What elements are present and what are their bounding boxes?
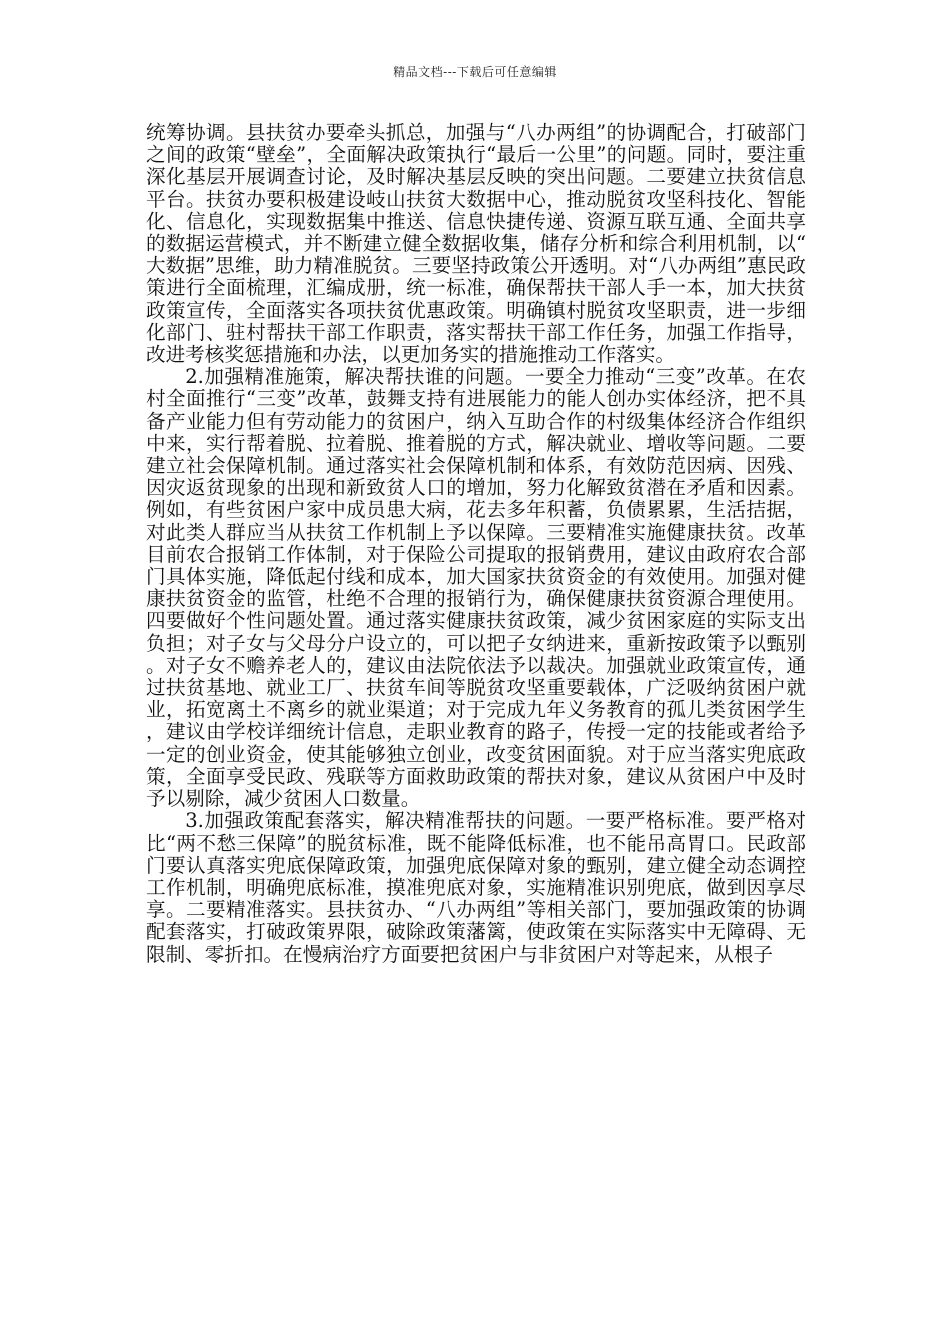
paragraph-continued: 统筹协调。县扶贫办要牵头抓总，加强与“八办两组”的协调配合，打破部门之间的政策“壁垒”，全面解决政策执行“最后一公里”的问题。同时，要注重深化基层开展调查讨论，及时解决基层反映的突出问题。二要建立扶贫信息平台。扶贫办要积极建设岐山扶贫大数据中心，推动脱贫攻坚科技化、智能化、信息化，实现数据集中推送、信息快捷传递、资源互联互通、全面共享的数据运营模式，并不断建立健全数据收集，储存分析和综合利用机制，以“大数据”思维，助力精准脱贫。三要坚持政策公开透明。对“八办两组”惠民政策进行全面梳理，汇编成册，统一标准，确保帮扶干部人手一本，加大扶贫政策宣传，全面落实各项扶贫优惠政策。明确镇村脱贫攻坚职责，进一步细化部门、驻村帮扶干部工作职责，落实帮扶干部工作任务，加强工作指导，改进考核奖惩措施和办法，以更加务实的措施推动工作落实。 [146,121,806,367]
page-header: 精品文档---下载后可任意编辑 [393,65,557,79]
document-body [146,122,806,966]
paragraph-section-3: 3.加强政策配套落实，解决精准帮扶的问题。一要严格标准。要严格对比“两不愁三保障”的脱贫标准，既不能降低标准，也不能吊高胃口。民政部门要认真落实兜底保障政策，加强兜底保障对象的甄别，建立健全动态调控工作机制，明确兜底标准，摸准兜底对象，实施精准识别兜底，做到因享尽享。二要精准落实。县扶贫办、“八办两组”等相关部门，要加强政策的协调配套落实，打破政策界限，破除政策藩篱，使政策在实际落实中无障碍、无限制、零折扣。在慢病治疗方面要把贫困户与非贫困户对等起来，从根子 [146,809,806,966]
paragraph-section-2: 2.加强精准施策，解决帮扶谁的问题。一要全力推动“三变”改革。在农村全面推行“三变”改革，鼓舞支持有进展能力的能人创办实体经济，把不具备产业能力但有劳动能力的贫困户，纳入互助合作的村级集体经济合作组织中来，实行帮着脱、拉着脱、推着脱的方式，解决就业、增收等问题。二要建立社会保障机制。通过落实社会保障机制和体系，有效防范因病、因残、因灾返贫现象的出现和新致贫人口的增加，努力化解致贫潜在矛盾和因素。例如，有些贫困户家中成员患大病，花去多年积蓄，负债累累，生活拮据，对此类人群应当从扶贫工作机制上予以保障。三要精准实施健康扶贫。改革目前农合报销工作体制，对于保险公司提取的报销费用，建议由政府农合部门具体实施，降低起付线和成本，加大国家扶贫资金的有效使用。加强对健康扶贫资金的监管，杜绝不合理的报销行为，确保健康扶贫资源合理使用。四要做好个性问题处置。通过落实健康扶贫政策，减少贫困家庭的实际支出负担；对子女与父母分户设立的，可以把子女纳进来，重新按政策予以甄别。对子女不赡养老人的，建议由法院依法予以裁决。加强就业政策宣传，通过扶贫基地、就业工厂、扶贫车间等脱贫攻坚重要载体，广泛吸纳贫困户就业，拓宽离土不离乡的就业渠道；对于完成九年义务教育的孤儿类贫困学生，建议由学校详细统计信息，走职业教育的路子，传授一定的技能或者给予一定的创业资金，使其能够独立创业，改变贫困面貌。对于应当落实兜底政策，全面享受民政、残联等方面救助政策的帮扶对象，建议从贫困户中及时予以剔除，减少贫困人口数量。 [146,365,806,811]
